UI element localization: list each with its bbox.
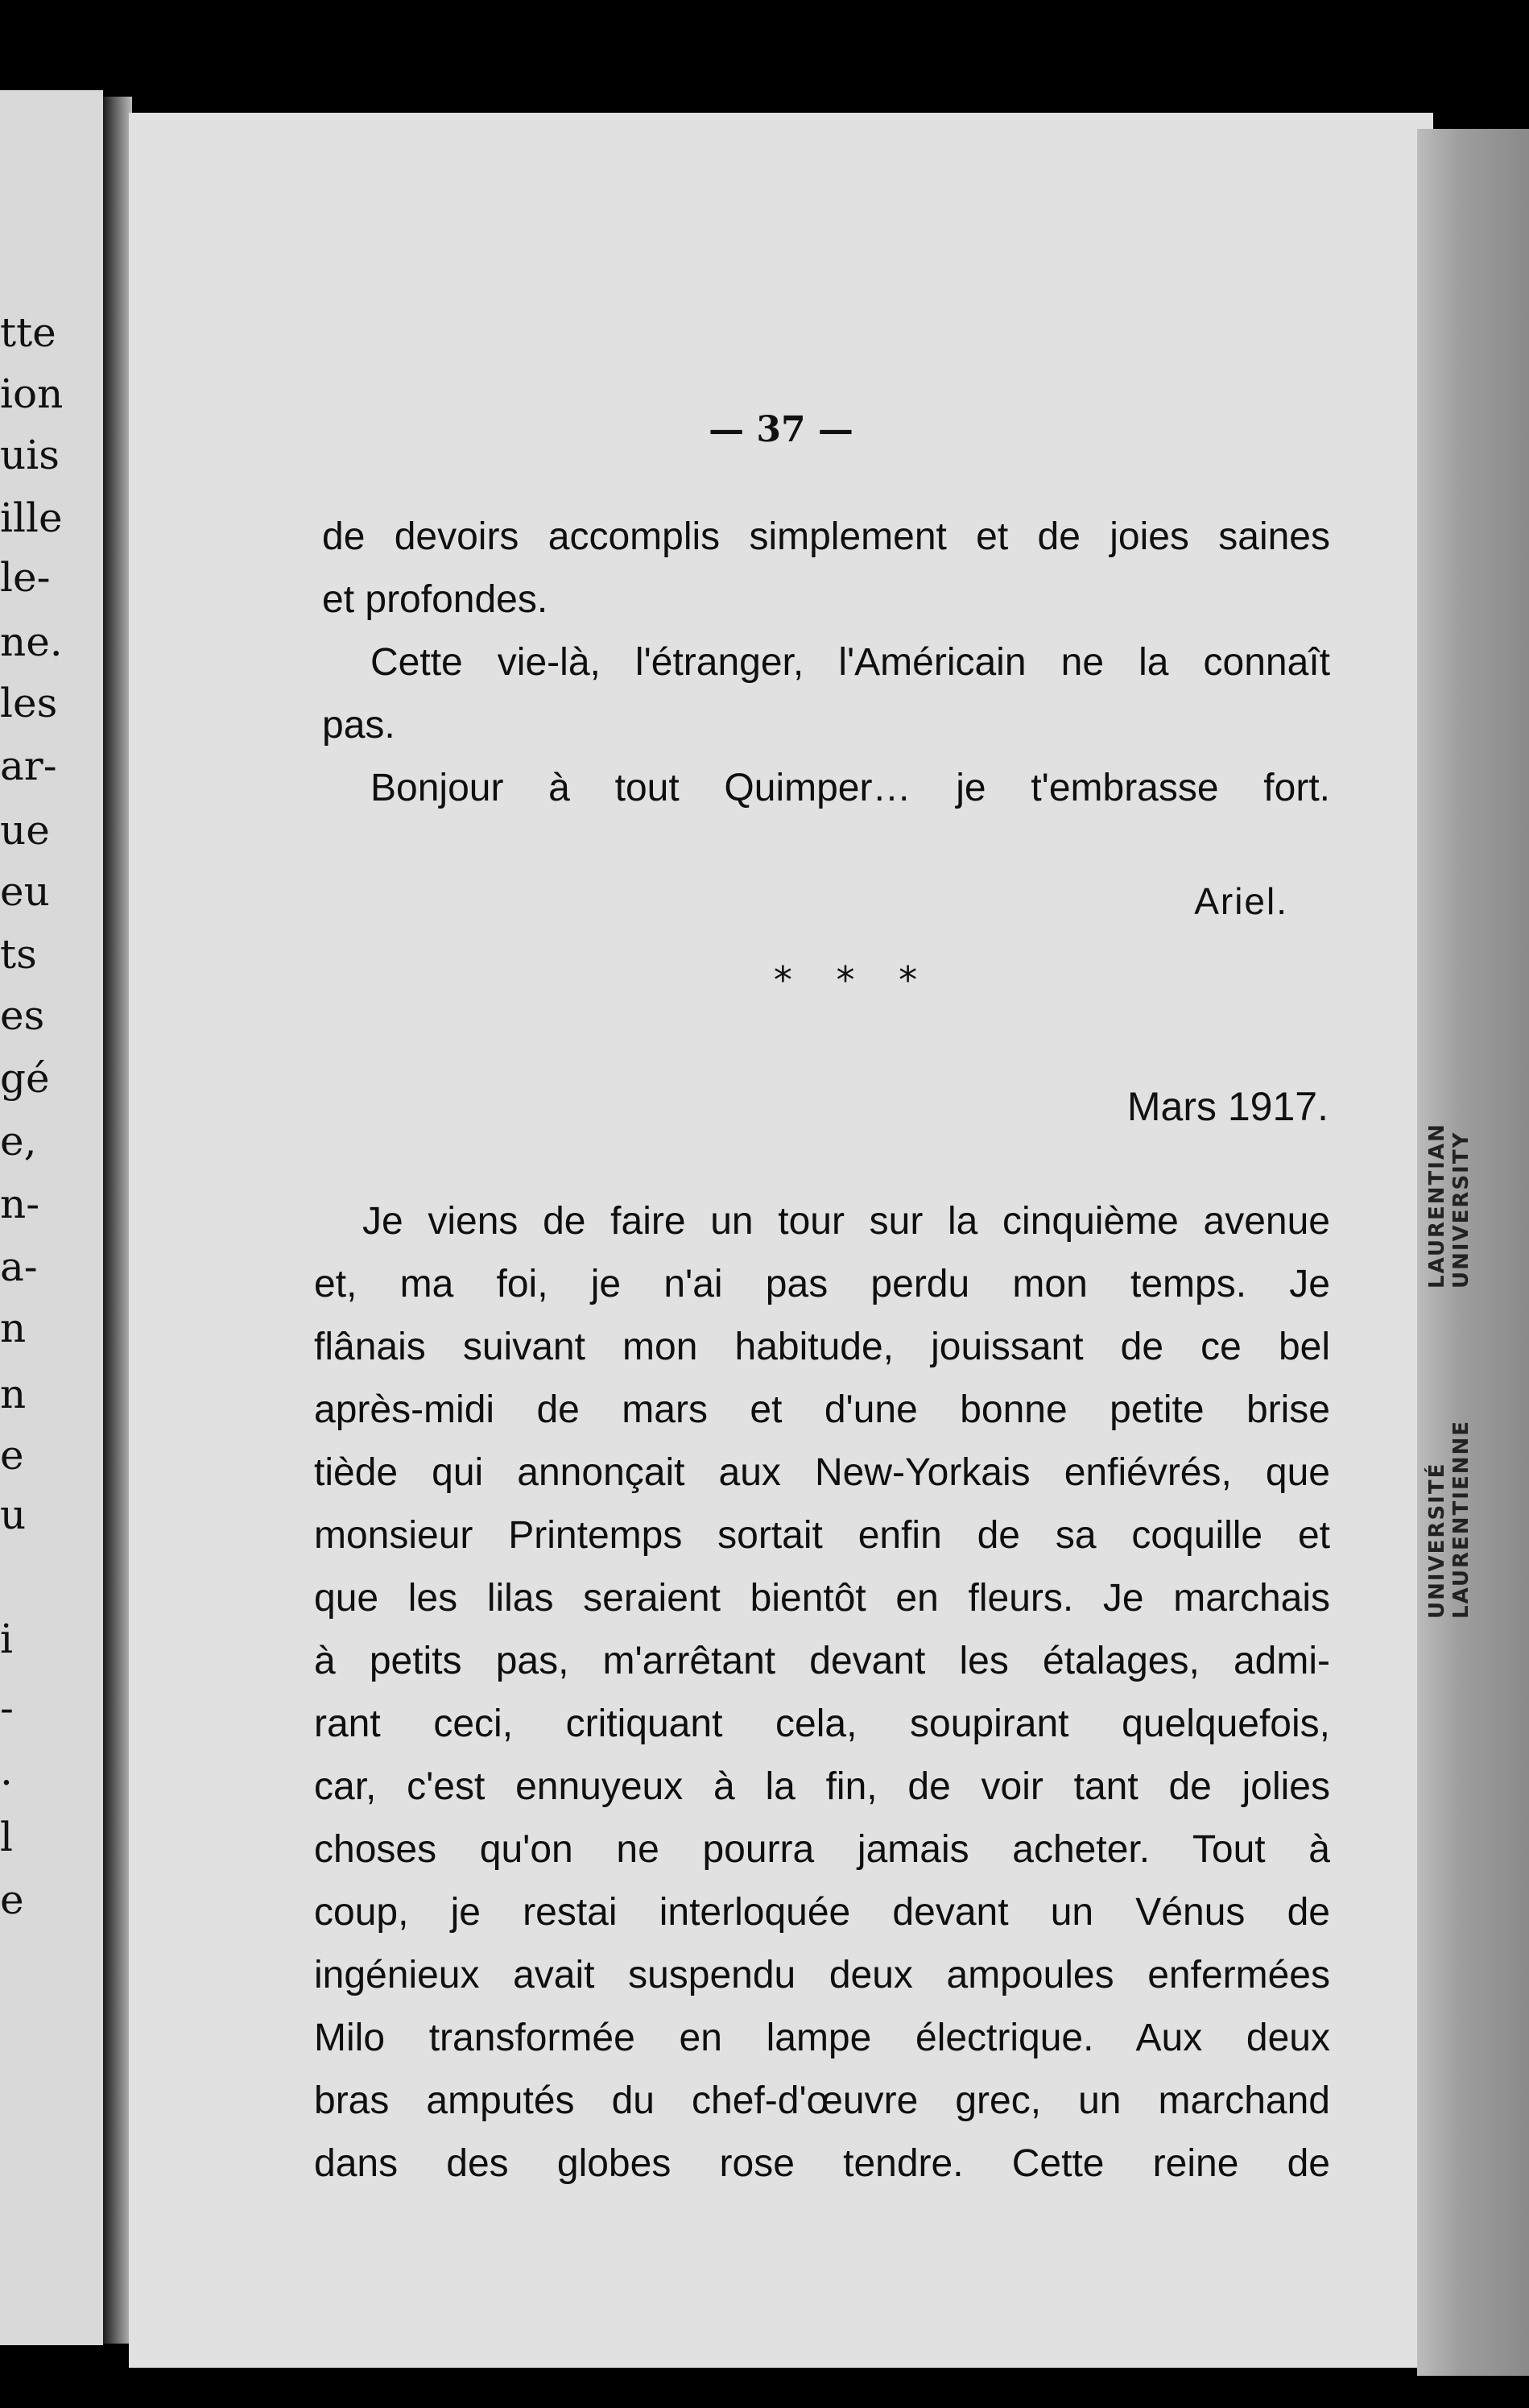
left-page-fragment: eu xyxy=(0,868,50,915)
text-line: Bonjour à tout Quimper… je t'embrasse fort. xyxy=(370,767,1330,809)
left-page-fragment: uis xyxy=(0,432,60,478)
left-page-fragment: . xyxy=(0,1748,13,1794)
left-page-fragment: ts xyxy=(0,931,37,978)
left-page-fragment: n xyxy=(0,1305,27,1351)
left-page-fragment: ille xyxy=(0,494,63,541)
text-line: Milo transformée en lampe électrique. Aux deux xyxy=(314,2017,1330,2059)
text-line: flânais suivant mon habitude, jouissant de ce bel xyxy=(314,1326,1330,1368)
text-line: de devoirs accomplis simplement et de joies saines xyxy=(322,515,1330,558)
text-line: à petits pas, m'arrêtant devant les étalages, admi- xyxy=(314,1640,1330,1682)
library-stamp-line: LAURENTIENNE xyxy=(1449,1420,1473,1619)
left-page-fragment: ion xyxy=(0,370,64,417)
left-page-fragment: le- xyxy=(0,554,51,601)
page-number: — 37 — xyxy=(709,409,853,450)
text-line: tiède qui annonçait aux New-Yorkais enfiévrés, que xyxy=(314,1451,1330,1494)
left-page-fragment: l xyxy=(0,1814,13,1860)
book-gutter xyxy=(103,97,132,2344)
paragraph-1 xyxy=(322,506,1330,631)
library-stamp-line: UNIVERSITY xyxy=(1449,1131,1473,1289)
left-page-fragment: e xyxy=(0,1432,24,1479)
left-page-fragment: n- xyxy=(0,1181,40,1227)
left-page-fragment: es xyxy=(0,992,45,1039)
left-page-fragment: n xyxy=(0,1371,27,1417)
left-page-fragment: les xyxy=(0,680,58,726)
text-line: choses qu'on ne pourra jamais acheter. Tout à xyxy=(314,1828,1330,1871)
text-line: rant ceci, critiquant cela, soupirant quelquefois, xyxy=(314,1703,1330,1745)
left-page-fragment: e, xyxy=(0,1118,37,1165)
library-stamp-line: UNIVERSITÉ xyxy=(1425,1462,1449,1619)
left-page-fragment: - xyxy=(0,1685,14,1732)
text-line: bras amputés du chef-d'œuvre grec, un marchand xyxy=(314,2079,1330,2122)
paragraph-2 xyxy=(322,631,1330,757)
text-line: coup, je restai interloquée devant un Vénus de xyxy=(314,1891,1330,1934)
left-page-fragment: ne. xyxy=(0,619,63,665)
text-line: et, ma foi, je n'ai pas perdu mon temps. Je xyxy=(314,1263,1330,1305)
signature: Ariel. xyxy=(1194,880,1288,922)
section-separator: * * * xyxy=(773,958,918,1002)
letter-date: Mars 1917. xyxy=(1126,1084,1329,1129)
text-line: Je viens de faire un tour sur la cinquième avenue xyxy=(362,1200,1330,1243)
left-page-fragment: ue xyxy=(0,807,50,854)
text-line: que les lilas seraient bientôt en fleurs. Je marchais xyxy=(314,1577,1330,1620)
left-page-fragment: ar- xyxy=(0,743,57,789)
left-facing-page xyxy=(0,90,103,2345)
text-line: ingénieux avait suspendu deux ampoules enfermées xyxy=(314,1954,1330,1996)
library-stamp-line: LAURENTIAN xyxy=(1425,1123,1449,1289)
text-line: après-midi de mars et d'une bonne petite brise xyxy=(314,1388,1330,1431)
left-page-fragment: tte xyxy=(0,309,56,356)
text-line: dans des globes rose tendre. Cette reine de xyxy=(314,2142,1330,2185)
paragraph-3 xyxy=(322,757,1330,820)
text-line: et profondes. xyxy=(322,578,548,621)
left-page-fragment: e xyxy=(0,1876,24,1923)
paragraph-4 xyxy=(314,1190,1330,2195)
left-page-fragment: gé xyxy=(0,1055,50,1102)
text-line: Cette vie-là, l'étranger, l'Américain ne la connaît xyxy=(370,641,1330,684)
text-line: monsieur Printemps sortait enfin de sa coquille et xyxy=(314,1514,1330,1557)
left-page-fragment: i xyxy=(0,1616,13,1662)
left-page-fragment: a- xyxy=(0,1243,38,1290)
text-line: pas. xyxy=(322,704,395,747)
book-page xyxy=(129,113,1433,2368)
text-line: car, c'est ennuyeux à la fin, de voir tant de jolies xyxy=(314,1765,1330,1808)
left-page-fragment: u xyxy=(0,1492,27,1538)
